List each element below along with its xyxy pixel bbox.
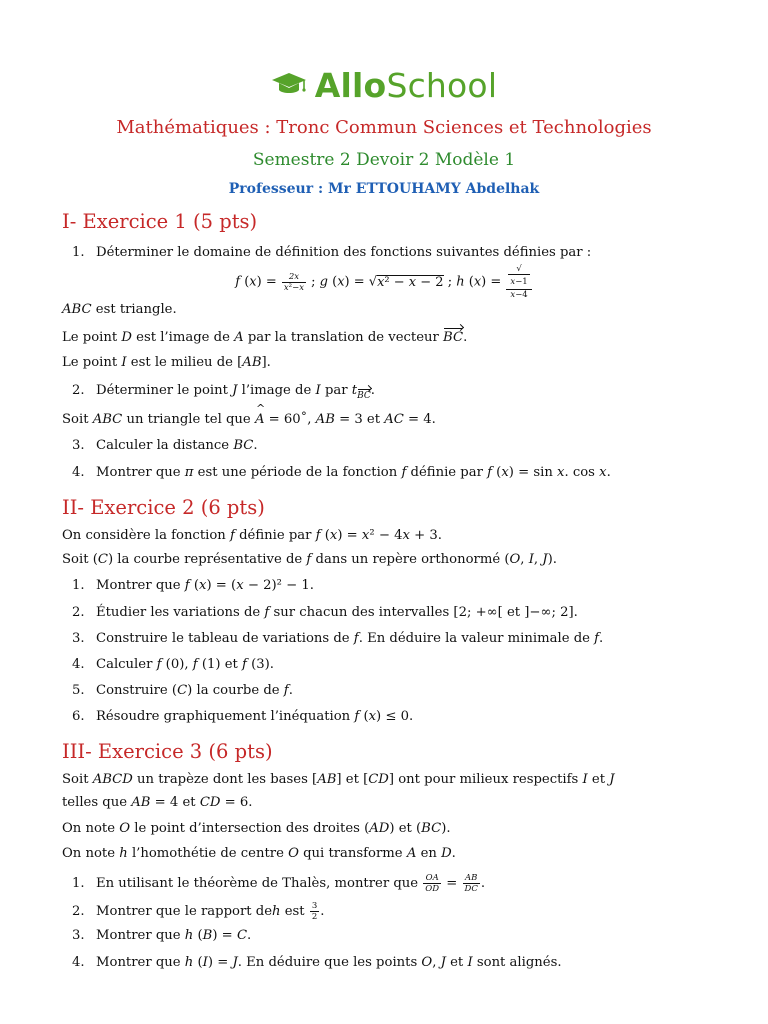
ex3-l3-text-a: On note [62, 821, 116, 836]
ex1-soit-text-c: et [366, 412, 381, 427]
ex1-d-text-a: Le point [62, 330, 118, 345]
graduation-cap-icon [271, 71, 307, 101]
ex2-q6-text: Résoudre graphiquement l’inéquation [96, 709, 351, 724]
ex3-q4-text-c: et [450, 955, 464, 970]
ex3-l1-text-c: et [345, 772, 359, 787]
ex3-l4-text-d: en [420, 846, 437, 861]
ex2-question-4: 4. Calculer f (0), f (1) et f (3). [72, 657, 274, 672]
ex3-l3-text-b: le point d’intersection des droites [134, 821, 360, 836]
ex3-question-3: 3. Montrer que h (B) = C. [72, 928, 252, 943]
ex3-l4-text-c: qui transforme [303, 846, 403, 861]
document-subtitle: Semestre 2 Devoir 2 Modèle 1 [252, 150, 516, 170]
ex2-q5-text-a: Construire [96, 683, 168, 698]
ex3-l2-text-b: et [182, 795, 196, 810]
professor-name: Professeur : Mr ETTOUHAMY Abdelhak [228, 181, 540, 197]
ex1-line-soit: Soit ABC un triangle tel que ^ A = 60˚, AB = 3 et AC = 4. [62, 412, 436, 427]
ex3-q4-text-a: Montrer que [96, 955, 181, 970]
exercise-2-heading: II- Exercice 2 (6 pts) [62, 496, 265, 519]
ex1-line-point-i: Le point I est le milieu de [AB]. [62, 355, 271, 370]
ex2-q4-text-b: et [224, 657, 238, 672]
ex1-question-1: 1. Déterminer le domaine de définition des fonctions suivantes définies par : [72, 245, 592, 260]
ex2-l2-text-a: Soit [62, 552, 89, 567]
ex1-q2-text-b: l’image de [241, 383, 312, 398]
ex3-line-3: On note O le point d’intersection des droites (AD) et (BC). [62, 821, 451, 836]
ex2-question-6: 6. Résoudre graphiquement l’inéquation f (x) ≤ 0. [72, 709, 414, 724]
ex1-i-text-a: Le point [62, 355, 118, 370]
ex3-l1-text-e: et [591, 772, 606, 787]
ex1-line-point-d: Le point D est l’image de A par la translation de vecteur BC. [62, 330, 468, 345]
ex2-q2-text-b: sur chacun des intervalles [273, 605, 450, 620]
ex3-q4-text-b: . En déduire que les points [237, 955, 418, 970]
ex3-q4-text-d: sont alignés. [476, 955, 562, 970]
ex3-q2-text-a: Montrer que le rapport de [96, 904, 273, 919]
logo-bold: Allo [314, 66, 387, 105]
ex3-question-1: 1. En utilisant le théorème de Thalès, montrer que $\frac{OA}{OD}$ = $\frac{AB}{DC}$ . [72, 873, 486, 894]
ex1-q2-text-c: par [324, 383, 348, 398]
ex2-q2-text-a: Étudier les variations de [96, 605, 261, 620]
ex3-l1-text-d: ont pour milieux respectifs [398, 772, 579, 787]
ex1-q2-text-a: Déterminer le point [96, 383, 228, 398]
ex3-line-2: telles que AB = 4 et CD = 6. [62, 795, 253, 810]
ex2-q2-text-c: et [506, 605, 521, 620]
ex2-l2-text-c: dans un repère orthonormé [315, 552, 501, 567]
ex3-l3-text-c: et [398, 821, 412, 836]
ex1-q1-text: Déterminer le domaine de définition des fonctions suivantes définies par : [96, 245, 592, 260]
ex1-abc-text: est triangle. [95, 302, 177, 317]
alloschool-logo[interactable] [0, 66, 768, 105]
ex1-d-text-c: par la translation de vecteur [247, 330, 439, 345]
ex3-line-4: On note h l’homothétie de centre O qui transforme A en D. [62, 846, 456, 861]
ex1-line-abc: ABC est triangle. [62, 302, 177, 317]
ex2-q5-text-b: la courbe de [196, 683, 280, 698]
logo-regular: School [386, 66, 498, 105]
ex3-q1-text: En utilisant le théorème de Thalès, montrer que [96, 876, 419, 891]
ex3-line-1: Soit ABCD un trapèze dont les bases [AB] et [CD] ont pour milieux respectifs I et J [62, 772, 615, 787]
ex3-l4-text-b: l’homothétie de centre [131, 846, 284, 861]
ex2-line-2: Soit (C) la courbe représentative de f dans un repère orthonormé (O, I, J). [62, 552, 557, 567]
document-title: Mathématiques : Tronc Commun Sciences et Technologies [116, 117, 652, 138]
ex2-l1-text-b: définie par [239, 528, 312, 543]
ex2-question-1: 1. Montrer que f (x) = (x − 2)² − 1. [72, 578, 314, 593]
ex1-question-3: 3. Calculer la distance BC. [72, 438, 258, 453]
ex3-l4-text-a: On note [62, 846, 116, 861]
ex1-q4-text-c: définie par [410, 465, 483, 480]
ex1-q3-text: Calculer la distance [96, 438, 230, 453]
ex2-q3-text-a: Construire le tableau de variations de [96, 631, 350, 646]
ex2-l2-text-b: la courbe représentative de [117, 552, 303, 567]
exercise-3-heading: III- Exercice 3 (6 pts) [62, 740, 273, 763]
ex2-l1-text-a: On considère la fonction [62, 528, 226, 543]
ex2-question-2: 2. Étudier les variations de f sur chacun des intervalles [2; +∞[ et ]−∞; 2]. [72, 605, 578, 620]
ex2-question-5: 5. Construire (C) la courbe de f. [72, 683, 293, 698]
ex1-question-4: 4. Montrer que π est une période de la fonction f définie par f (x) = sin x. cos x. [72, 465, 611, 480]
ex3-q3-text: Montrer que [96, 928, 181, 943]
ex1-q4-text-a: Montrer que [96, 465, 181, 480]
ex2-q4-text-a: Calculer [96, 657, 153, 672]
ex1-soit-text-a: Soit [62, 412, 89, 427]
ex2-line-1: On considère la fonction f définie par f (x) = x² − 4x + 3. [62, 528, 442, 543]
ex3-l1-text-a: Soit [62, 772, 89, 787]
ex1-d-text-b: est l’image de [136, 330, 230, 345]
ex3-l2-text-a: telles que [62, 795, 128, 810]
ex2-q3-text-b: . En déduire la valeur minimale de [358, 631, 590, 646]
ex1-i-text-b: est le milieu de [130, 355, 233, 370]
ex3-question-4: 4. Montrer que h (I) = J. En déduire que les points O, J et I sont alignés. [72, 955, 562, 970]
ex1-soit-text-b: un triangle tel que [126, 412, 251, 427]
ex1-question-2: 2. Déterminer le point J l’image de I par $t_{BC}$. [72, 383, 375, 401]
ex3-l1-text-b: un trapèze dont les bases [137, 772, 308, 787]
exercise-1-heading: I- Exercice 1 (5 pts) [62, 210, 258, 233]
ex1-q4-text-b: est une période de la fonction [197, 465, 398, 480]
ex1-functions-formula: f (x) = $\frac{2x}{\text{x²−x}}$ ; g (x) = √x² − x − 2 ; h (x) = √ x−1 x−4 [0, 264, 768, 300]
ex3-question-2: 2. Montrer que le rapport deh est $\frac{3}{2}$ . [72, 901, 325, 922]
ex2-question-3: 3. Construire le tableau de variations de f. En déduire la valeur minimale de f. [72, 631, 604, 646]
ex3-q2-text-b: est [284, 904, 305, 919]
ex2-q1-text: Montrer que [96, 578, 181, 593]
logo-text [315, 66, 497, 105]
